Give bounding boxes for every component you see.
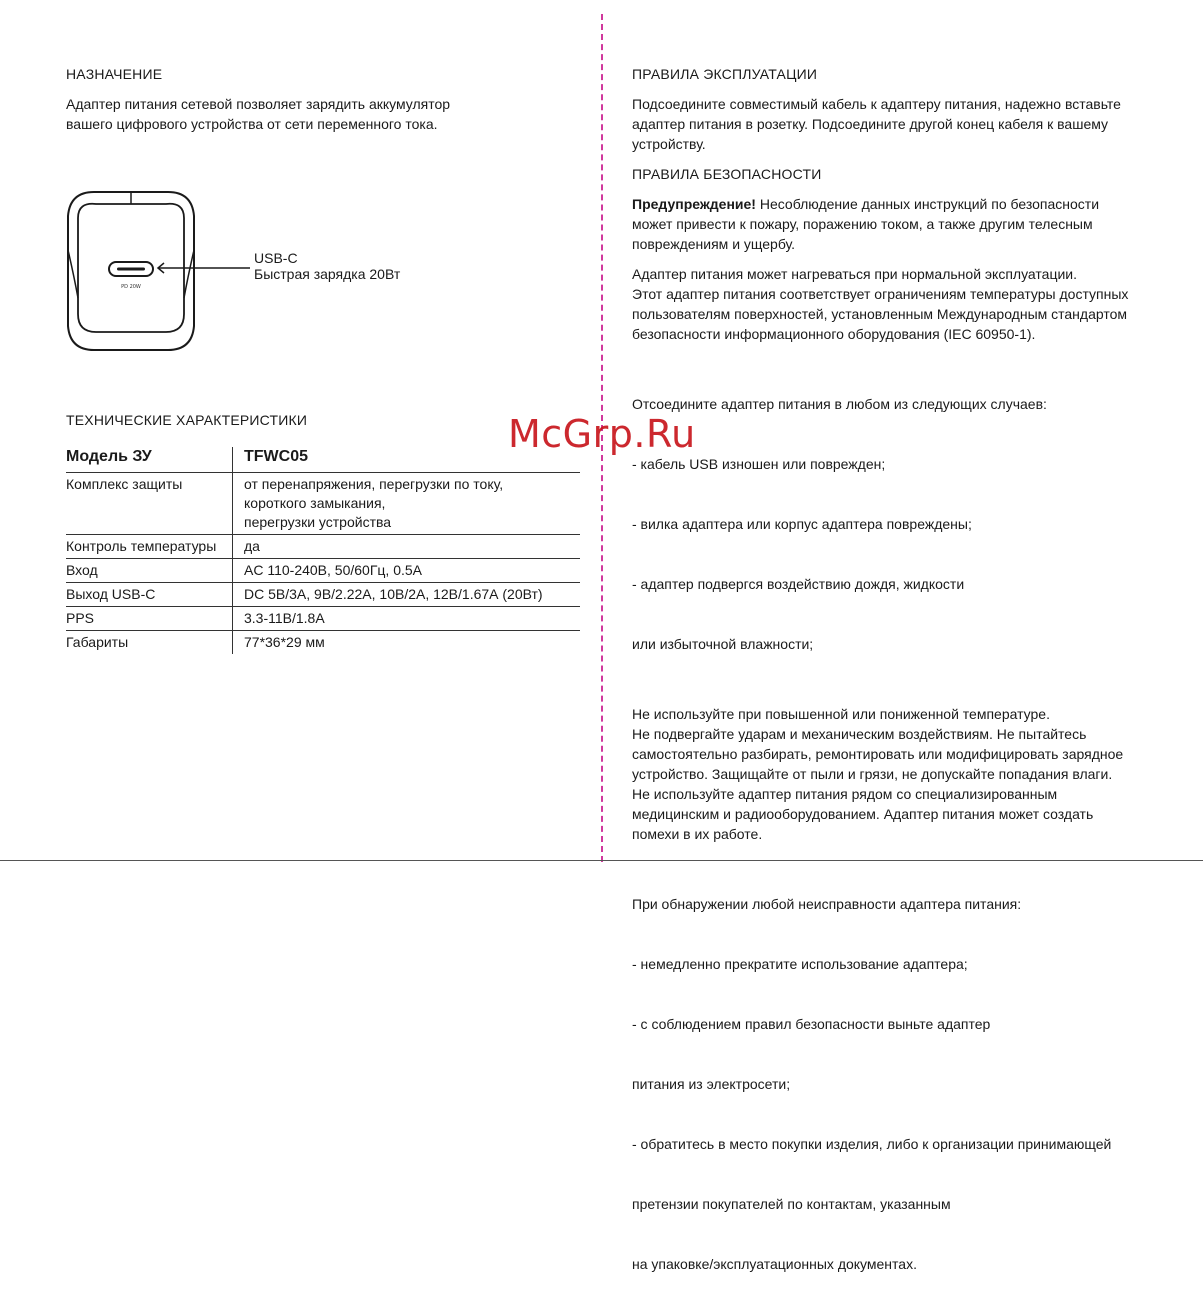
spec-value: да [233, 535, 581, 559]
fault-text [632, 854, 1142, 1314]
spec-value: AC 110-240В, 50/60Гц, 0.5А [233, 559, 581, 583]
heat-line: Адаптер питания может нагреваться при нормальной эксплуатации. [632, 266, 1077, 282]
spec-key: Комплекс защиты [66, 476, 183, 492]
fault-line: - обратитесь в место покупки изделия, либо к организации принимающей [632, 1136, 1112, 1152]
disconnect-line: или избыточной влажности; [632, 636, 814, 652]
table-row [66, 535, 580, 559]
operation-line: устройству. [632, 136, 706, 152]
spec-value [233, 473, 581, 535]
heat-line: пользователям поверхностей, установленным Международным стандартом [632, 306, 1128, 322]
port-marking: PD 20W [121, 284, 141, 290]
spec-value: 3.3-11В/1.8А [233, 607, 581, 631]
specs-heading: ТЕХНИЧЕСКИЕ ХАРАКТЕРИСТИКИ [66, 412, 308, 428]
disconnect-line: - вилка адаптера или корпус адаптера повреждены; [632, 516, 972, 532]
charger-illustration [66, 190, 406, 352]
spec-value-line: короткого замыкания, [244, 495, 386, 511]
warning-line: может привести к пожару, поражению током, а также другим телесным [632, 216, 1093, 232]
operation-text [632, 94, 1142, 154]
safety-heading: ПРАВИЛА БЕЗОПАСНОСТИ [632, 166, 822, 182]
fault-line: претензии покупателей по контактам, указанным [632, 1196, 951, 1212]
spec-value-line: от перенапряжения, перегрузки по току, [244, 476, 504, 492]
heat-line: безопасности информационного оборудования (IEC 60950-1). [632, 326, 1036, 342]
table-row [66, 559, 580, 583]
spec-key: Контроль температуры [66, 538, 217, 554]
callout-port: USB-C [254, 250, 298, 266]
spec-value: 77*36*29 мм [233, 631, 581, 655]
usage-line: Не подвергайте ударам и механическим воздействиям. Не пытайтесь [632, 726, 1087, 742]
warning-first-line [632, 194, 1142, 214]
specs-header-row [66, 447, 580, 473]
spec-key: Вход [66, 562, 98, 578]
heat-line: Этот адаптер питания соответствует ограничениям температуры доступных [632, 286, 1129, 302]
right-column [632, 64, 1142, 1314]
operation-heading: ПРАВИЛА ЭКСПЛУАТАЦИИ [632, 66, 818, 82]
fault-line: питания из электросети; [632, 1076, 791, 1092]
table-row [66, 583, 580, 607]
spec-key: Модель ЗУ [66, 448, 152, 465]
usb-c-callout [254, 250, 400, 282]
warning-line: повреждениям и ущербу. [632, 236, 796, 252]
watermark: McGrp.Ru [508, 412, 696, 456]
fault-line: При обнаружении любой неисправности адаптера питания: [632, 896, 1022, 912]
disconnect-line: Отсоедините адаптер питания в любом из следующих случаев: [632, 396, 1047, 412]
disconnect-line: - адаптер подвергся воздействию дождя, жидкости [632, 576, 965, 592]
usage-text [632, 704, 1142, 844]
usage-line: Не используйте адаптер питания рядом со специализированным [632, 786, 1058, 802]
fault-line: - с соблюдением правил безопасности выньте адаптер [632, 1016, 991, 1032]
operation-line: Подсоедините совместимый кабель к адаптеру питания, надежно вставьте [632, 96, 1121, 112]
usage-line: медицинским и радиооборудованием. Адаптер питания может создать [632, 806, 1094, 822]
usage-line: самостоятельно разбирать, ремонтировать или модифицировать зарядное [632, 746, 1124, 762]
left-column [66, 64, 580, 134]
spec-key: Выход USB-C [66, 586, 156, 602]
disconnect-text [632, 354, 1142, 694]
table-row [66, 473, 580, 535]
operation-line: адаптер питания в розетку. Подсоедините другой конец кабеля к вашему [632, 116, 1109, 132]
heat-text [632, 264, 1142, 344]
spec-value-line: перегрузки устройства [244, 514, 392, 530]
usage-line: устройство. Защищайте от пыли и грязи, не допускайте попадания влаги. [632, 766, 1113, 782]
specs-table [66, 447, 580, 654]
purpose-text [66, 94, 580, 134]
purpose-line: вашего цифрового устройства от сети переменного тока. [66, 116, 438, 132]
callout-fast-charge: Быстрая зарядка 20Вт [254, 266, 401, 282]
fault-line: на упаковке/эксплуатационных документах. [632, 1256, 917, 1272]
usage-line: Не используйте при повышенной или пониженной температуре. [632, 706, 1050, 722]
spec-value: TFWC05 [233, 447, 581, 473]
warning-text [632, 194, 1142, 254]
table-row [66, 631, 580, 655]
fault-line: - немедленно прекратите использование адаптера; [632, 956, 968, 972]
warning-label: Предупреждение! [632, 196, 756, 212]
spec-value: DC 5В/3А, 9В/2.22А, 10В/2А, 12В/1.67А (20Вт) [233, 583, 581, 607]
disconnect-line: - кабель USB изношен или поврежден; [632, 456, 886, 472]
purpose-heading: НАЗНАЧЕНИЕ [66, 66, 163, 82]
usage-line: помехи в их работе. [632, 826, 763, 842]
spec-key: Габариты [66, 634, 129, 650]
warning-first-rest: Несоблюдение данных инструкций по безопасности [755, 196, 1100, 212]
purpose-line: Адаптер питания сетевой позволяет зарядить аккумулятор [66, 96, 451, 112]
spec-key: PPS [66, 610, 95, 626]
table-row [66, 607, 580, 631]
